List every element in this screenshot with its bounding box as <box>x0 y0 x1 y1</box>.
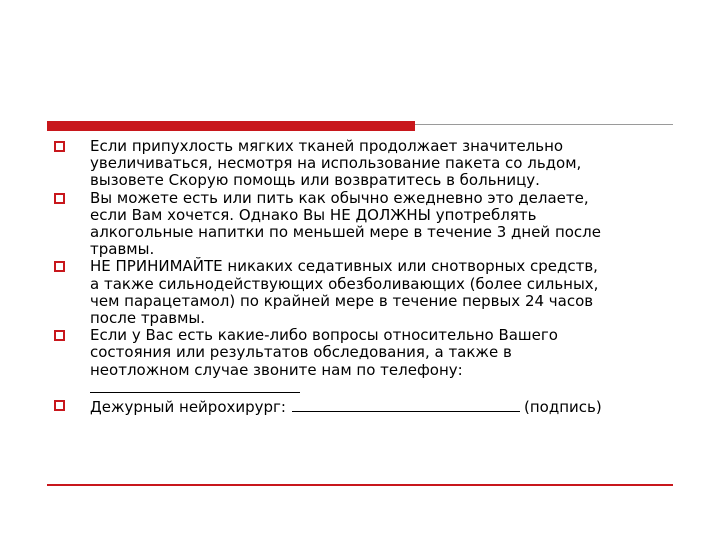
item-text-line: травмы. <box>90 240 155 259</box>
signature-blank <box>292 397 520 412</box>
list-item <box>50 138 680 190</box>
signature-line-row <box>90 397 680 416</box>
item-text-line: НЕ ПРИНИМАЙТЕ никаких седативных или снотворных средств, <box>90 257 598 276</box>
list-item <box>50 258 680 327</box>
signature-caption: (подпись) <box>524 397 602 416</box>
phone-number-blank <box>90 379 300 393</box>
item-text-line: после травмы. <box>90 309 206 328</box>
square-bullet-icon <box>54 261 65 272</box>
item-text-line: а также сильнодействующих обезболивающих (более сильных, <box>90 274 599 293</box>
item-text-line: вызовете Скорую помощь или возвратитесь в больницу. <box>90 171 540 190</box>
item-text-line: если Вам хочется. Однако Вы НЕ ДОЛЖНЫ употреблять <box>90 205 537 224</box>
list-item <box>50 327 680 393</box>
list-item <box>50 397 680 416</box>
square-bullet-icon <box>54 330 65 341</box>
square-bullet-icon <box>54 141 65 152</box>
item-text-line: чем парацетамол) по крайней мере в течение первых 24 часов <box>90 291 594 310</box>
top-accent-bar <box>47 121 415 131</box>
item-text-line: Если у Вас есть какие-либо вопросы относительно Вашего <box>90 326 558 345</box>
on-call-neurosurgeon-label: Дежурный нейрохирург: <box>90 397 286 416</box>
bottom-divider-line <box>47 484 673 486</box>
item-text-line: состояния или результатов обследования, а также в <box>90 343 512 362</box>
item-text-line: Если припухлость мягких тканей продолжает значительно <box>90 137 564 155</box>
instruction-list <box>50 138 680 416</box>
item-text-line: увеличиваться, несмотря на использование пакета со льдом, <box>90 154 582 173</box>
item-text-line: алкогольные напитки по меньшей мере в течение 3 дней после <box>90 223 601 242</box>
square-bullet-icon <box>54 400 65 411</box>
list-item <box>50 190 680 259</box>
item-text-line: Вы можете есть или пить как обычно ежедневно это делаете, <box>90 188 589 207</box>
square-bullet-icon <box>54 193 65 204</box>
item-text-line: неотложном случае звоните нам по телефону: <box>90 360 463 379</box>
